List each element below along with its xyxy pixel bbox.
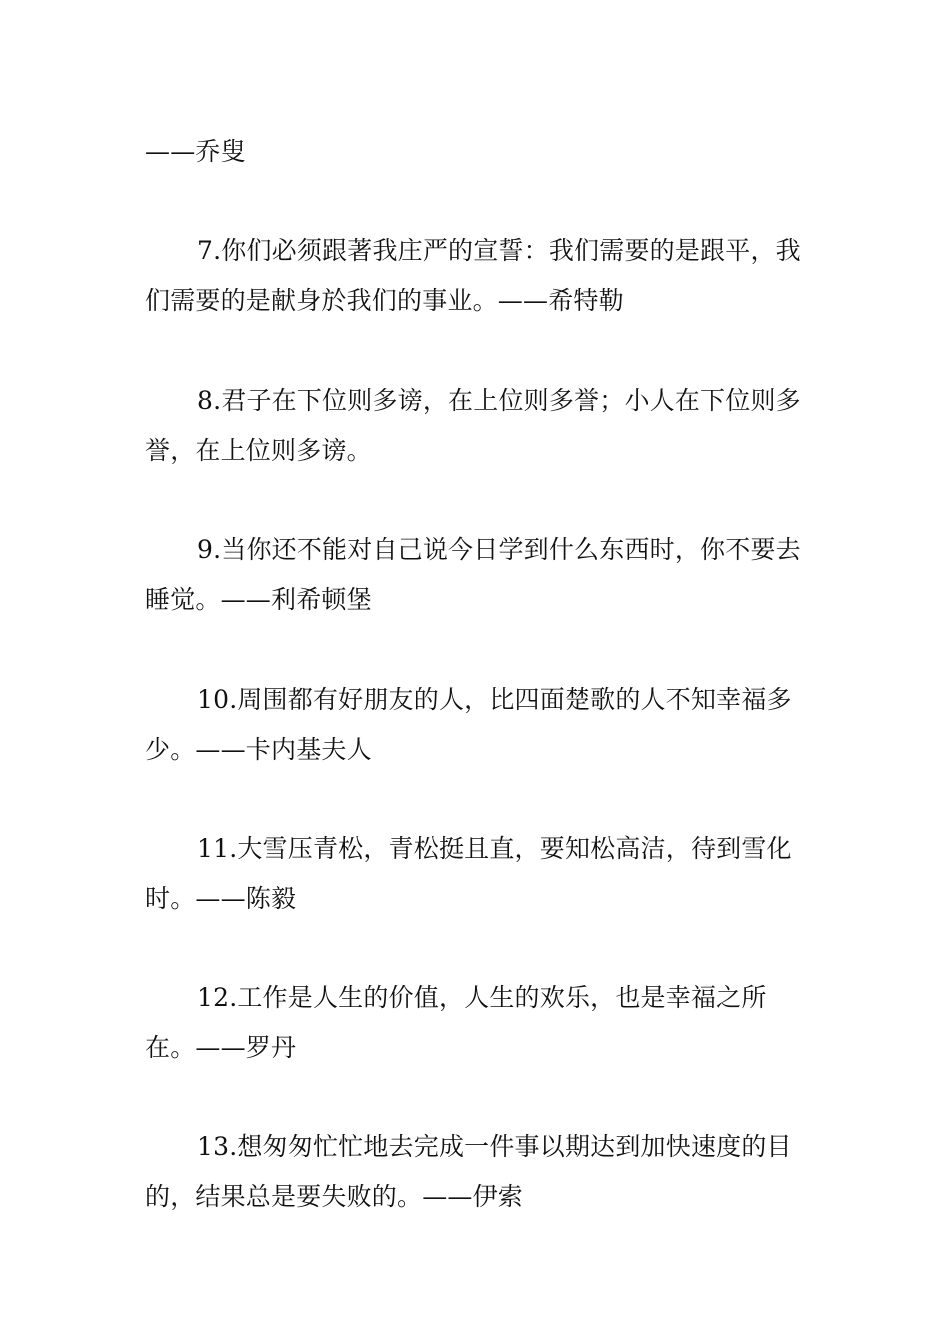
quote-paragraph-10: 10.周围都有好朋友的人，比四面楚歌的人不知幸福多少。——卡内基夫人 — [145, 685, 792, 764]
quote-paragraph-8: 8.君子在下位则多谤，在上位则多誉；小人在下位则多誉，在上位则多谤。 — [145, 386, 801, 465]
quote-paragraph-9: 9.当你还不能对自己说今日学到什么东西时，你不要去睡觉。——利希顿堡 — [145, 535, 801, 614]
quote-paragraph-12: 12.工作是人生的价值，人生的欢乐，也是幸福之所在。——罗丹 — [145, 983, 767, 1062]
quote-paragraph-13: 13.想匆匆忙忙地去完成一件事以期达到加快速度的目的，结果总是要失败的。——伊索 — [145, 1132, 792, 1211]
quote-paragraph-7: 7.你们必须跟著我庄严的宣誓：我们需要的是跟平，我们需要的是献身於我们的事业。——希特勒 — [145, 236, 801, 315]
quote-paragraph-11: 11.大雪压青松，青松挺且直，要知松高洁，待到雪化时。——陈毅 — [145, 834, 792, 913]
attribution-line: ——乔叟 — [145, 137, 246, 166]
